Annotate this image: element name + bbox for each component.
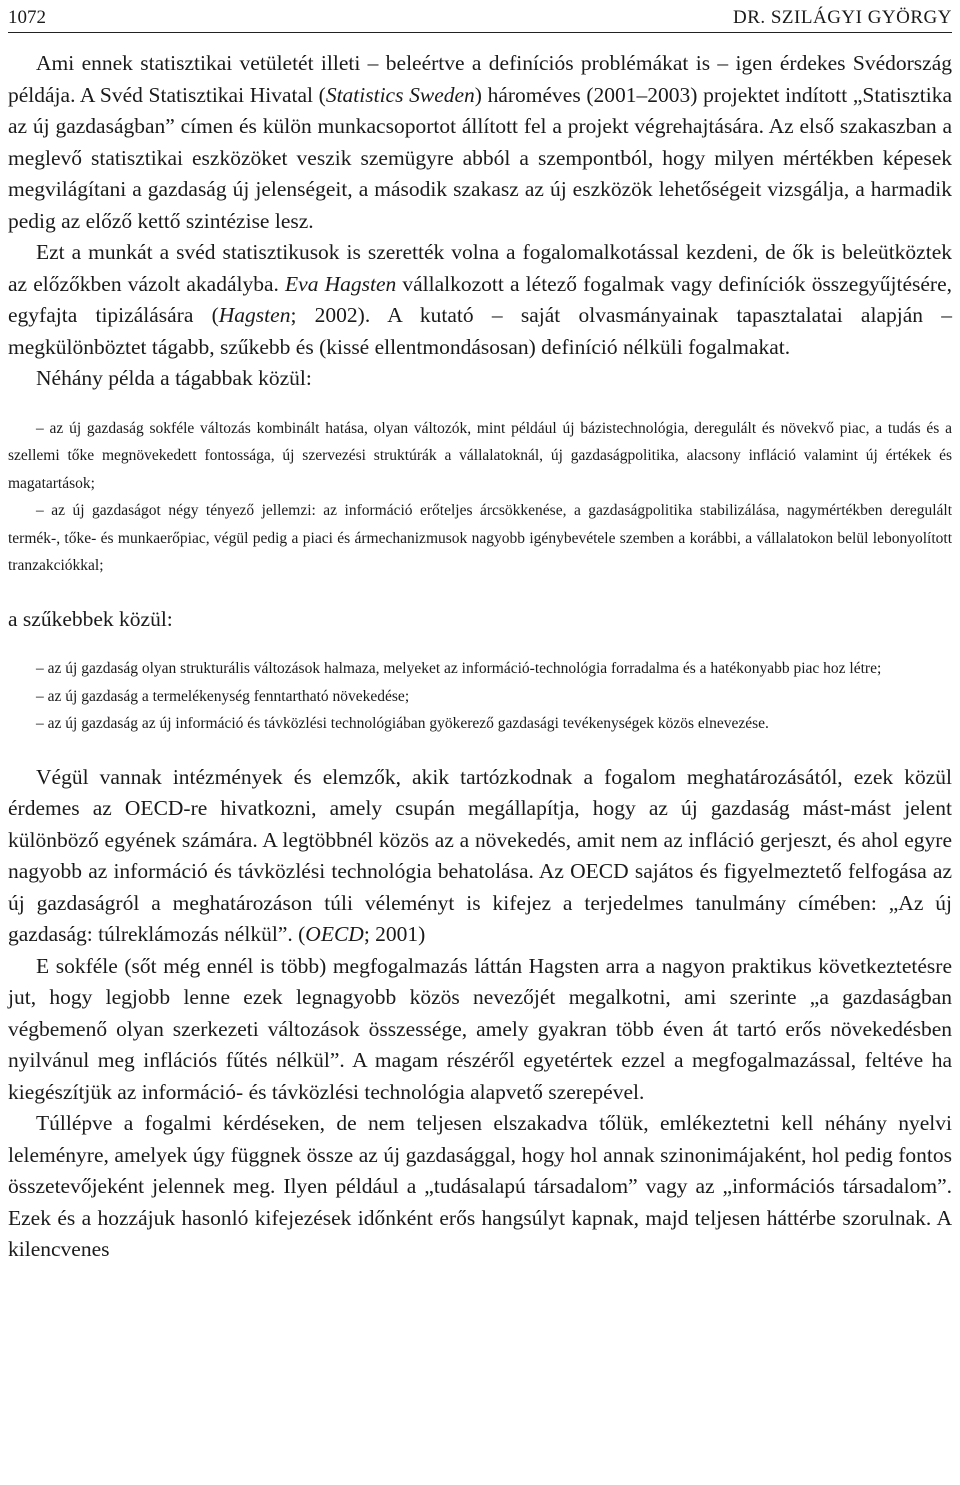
- italic-citation: Hagsten: [218, 303, 291, 327]
- document-body: [8, 48, 952, 1266]
- text-run: Ezt a munkát a svéd statisztikusok is szerették volna a fogalomalkotással kezdeni, de ők is beleütköztek az előzőkben vázolt akadályba.: [8, 240, 952, 296]
- list-item: – az új gazdaság sokféle változás kombinált hatása, olyan változók, mint például új bázistechnológia, deregulált és növekvő piac, a tudás és a szellemi tőke megnövekedett fontossága, új szervezési struktúrák a vállalatoknál, új gazdaságpolitika, alacsony infláció valamint új értékek és magatartások;: [8, 419, 952, 492]
- text-run: ; 2001): [363, 922, 426, 946]
- paragraph-oecd: [8, 762, 952, 951]
- text-run: Ami ennek statisztikai vetületét illeti – beleértve a definíciós problémákat is – igen érdekes Svédország példája. A Svéd Statisztikai Hivatal (: [8, 51, 952, 107]
- list-item: – az új gazdaság olyan strukturális változások halmaza, melyeket az információ-technológia forradalma és a hatékonyabb piac hoz létre;: [36, 660, 882, 677]
- paragraph-language: Túllépve a fogalmi kérdéseken, de nem teljesen elszakadva tőlük, emlékeztetni kell néhány nyelvi leleményre, amelyek úgy függnek össze az új gazdasággal, hogy hol annak szinonimájaként, hol pedig fontos összetevőjeként jelennek meg. Ilyen például a „tudásalapú társadalom” vagy az „információs társadalom”. Ezek és a hozzájuk hasonló kifejezések időnként erős hangsúlyt kapnak, majd teljesen háttérbe szorulnak. A kilencvenes: [8, 1111, 952, 1261]
- text-run: vállalkozott a létező fogalmak vagy definíciók összegyűjtésére, egyfajta tipizálására (: [8, 271, 952, 327]
- paragraph-hagsten: [8, 237, 952, 363]
- list-item: – az új gazdaság az új információ és távközlési technológiában gyökerező gazdasági tevékenységek közös elnevezése.: [36, 715, 769, 732]
- running-head-author: DR. SZILÁGYI GYÖRGY: [732, 7, 952, 28]
- running-header: [8, 4, 952, 33]
- italic-name: Eva Hagsten: [285, 271, 397, 296]
- paragraph-definition: E sokféle (sőt még ennél is több) megfogalmazás láttán Hagsten arra a nagyon praktikus következtetésre jut, hogy legjobb lenne ezek legnagyobb közös nevezőjét megalkotni, ami szerinte „a gazdaságban végbemenő olyan szerkezeti változások összessége, amely gyakran több éven át tartó erős növekedésben nyilvánul meg inflációs fűtés nélkül”. A magam részéről egyetértek ezzel a megfogalmazással, feltéve ha kiegészítjük az információ- és távközlési technológia alapvető szerepével.: [8, 953, 952, 1104]
- broad-examples-heading: Néhány példa a tágabbak közül:: [36, 366, 312, 390]
- italic-term: Statistics Sweden: [325, 82, 475, 107]
- text-run: ) hároméves (2001–2003) projektet indított „Statisztika az új gazdaságban” címen és külön munkacsoportot állított fel a projekt végrehajtására. Az első szakaszban a meglevő statisztikai eszközöket veszik szemügyre abból a szempontból, hogy milyen mértékben képesek megvilágítani a gazdaság új jelenségeit, a második szakasz az új eszközök lehetőségeit vizsgálja, a harmadik pedig az előző kettő szintézise lesz.: [8, 82, 952, 233]
- narrow-examples-heading: a szűkebbek közül:: [8, 606, 173, 631]
- list-item: – az új gazdaságot négy tényező jellemzi: az információ erőteljes árcsökkenése, a gazdaságpolitika stabilizálása, nagymértékben deregulált termék-, tőke- és munkaerőpiac, végül pedig a piaci és ármechanizmusok nagyobb igénybevétele szemben a korábbi, a vállalatokon belül lebonyolított tranzakciókkal;: [8, 502, 952, 574]
- page-number: 1072: [8, 7, 46, 28]
- text-run: ; 2002). A kutató – saját olvasmányainak tapasztalatai alapján – megkülönböztet tágabb, szűkebb és (kissé ellentmondásosan) definíció nélküli fogalmakat.: [8, 303, 953, 359]
- text-run: Végül vannak intézmények és elemzők, akik tartózkodnak a fogalom meghatározásától, ezek közül érdemes az OECD-re hivatkozni, amely csupán megállapítja, hogy az új gazdaság mást-mást jelent különböző egyének számára. A legtöbbnél közös az a növekedés, amit nem az infláció gerjeszt, és ahol egyre nagyobb az információ és távközlési technológia behatolása. Az OECD sajátos és figyelmeztető felfogása az új gazdaságról a meghatározáson túli véleményt is kifejez a terjedelmes tanulmány címében: „Az új gazdaság: túlreklámozás nélkül”. (: [8, 764, 952, 946]
- list-item: – az új gazdaság a termelékenység fenntartható növekedése;: [36, 687, 410, 705]
- paragraph-sweden: [8, 48, 952, 237]
- italic-citation: OECD: [305, 922, 364, 946]
